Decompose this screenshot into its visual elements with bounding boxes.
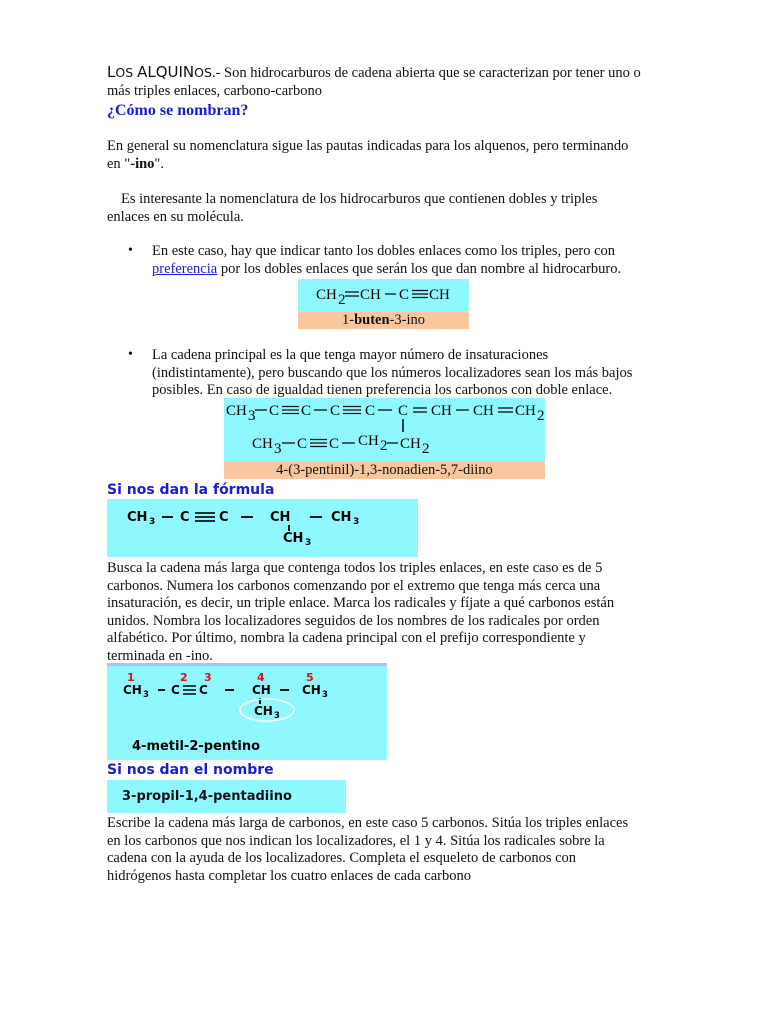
f1-name-pre: 1-	[342, 312, 355, 328]
title-L: L	[107, 63, 116, 81]
formula-1-name	[298, 312, 469, 329]
heading-como-se-nombran: ¿Cómo se nombran?	[107, 102, 249, 119]
formula-2-name: 4-(3-pentinil)-1,3-nonadien-5,7-diino	[224, 462, 545, 479]
formula-4-svg	[107, 663, 387, 760]
bullet1-line-1: En este caso, hay que indicar tanto los dobles enlaces como los triples, pero con	[152, 243, 616, 259]
bullet-dot-2: •	[128, 347, 133, 362]
f4-num-1: 1	[127, 671, 135, 684]
para3-line-1: Busca la cadena más larga que contenga todos los triples enlaces, en este caso es de 5	[107, 560, 603, 576]
f2-ch: CH	[431, 403, 452, 419]
f2-sub2-mid: 2	[380, 438, 388, 454]
f4-num-3: 3	[204, 671, 212, 684]
ino-suffix: -ino	[130, 155, 155, 172]
f2-c4: C	[365, 403, 376, 419]
para3-line-4: unidos. Nombra los localizadores seguidos de los nombres de los radicales por orden	[107, 612, 600, 629]
f1-sub2: 2	[338, 292, 346, 308]
f2-c5: C	[398, 403, 409, 419]
para2-line-2: enlaces en su molécula.	[107, 208, 244, 225]
bullet1-line-2-rest: por los dobles enlaces que serán los que dan nombre al hidrocarburo.	[217, 260, 622, 277]
f2-ch3-bottom: CH	[252, 436, 273, 452]
formula-3-svg	[107, 499, 418, 557]
para3-line-2: carbonos. Numera los carbonos comenzando por el extremo que tenga más cerca una	[107, 577, 601, 594]
f2-sub2-end: 2	[537, 408, 545, 424]
formula-2-svg	[224, 398, 545, 462]
para4-line-1: Escribe la cadena más larga de carbonos, en este caso 5 carbonos. Sitúa los triples enlaces	[107, 815, 629, 831]
f4-sub3-b: 3	[322, 690, 328, 700]
f2-ch-b: CH	[473, 403, 494, 419]
heading-si-nos-dan-nombre: Si nos dan el nombre	[107, 762, 274, 778]
para4-line-3: cadena con la ayuda de los localizadores. Completa el esqueleto de carbonos con	[107, 850, 577, 866]
para1-line-1: En general su nomenclatura sigue las pautas indicadas para los alquenos, pero terminando	[107, 138, 629, 154]
heading-si-nos-dan-formula: Si nos dan la fórmula	[107, 482, 275, 498]
para3-line-3: insaturación, es decir, un triple enlace. Marca los radicales y fíjate a qué carbonos están	[107, 595, 615, 611]
name-box	[107, 780, 346, 813]
formula-3-box	[107, 499, 418, 557]
f3-ch3-branch: CH	[283, 531, 304, 546]
f4-c2: C	[199, 683, 208, 697]
f2-c1: C	[269, 403, 280, 419]
title-OS2: OS	[194, 65, 212, 80]
f1-ch: CH	[360, 287, 381, 303]
formula-1-svg	[298, 279, 469, 312]
para4-line-2: en los carbonos que nos indican los localizadores, el 1 y 4. Sitúa los radicales sobre la	[107, 832, 605, 849]
para1-line-2	[107, 156, 707, 174]
f4-num-4: 4	[257, 671, 265, 684]
name-box-text: 3-propil-1,4-pentadiino	[122, 789, 292, 804]
f4-ch3-b: CH	[302, 683, 321, 697]
formula-2-box	[224, 398, 545, 462]
preferencia-link[interactable]: preferencia	[152, 260, 218, 277]
paragraph-nomenclatura	[107, 138, 707, 173]
para2-line-1: Es interesante la nomenclatura de los hidrocarburos que contienen dobles y triples	[121, 191, 598, 207]
intro-text-1: .- Son hidrocarburos de cadena abierta que se caracterizan por tener uno o	[211, 65, 641, 81]
paragraph-busca-cadena	[107, 560, 727, 665]
f4-sub3-a: 3	[143, 690, 149, 700]
f3-sub3-a: 3	[149, 517, 156, 527]
f2-c6: C	[297, 436, 308, 452]
f3-ch3-b: CH	[331, 510, 352, 525]
intro-paragraph	[107, 64, 707, 100]
bullet2-line-2: (indistintamente), pero buscando que los números localizadores sean los más bajos	[152, 364, 633, 381]
f2-sub2-bottom: 2	[422, 441, 430, 457]
intro-line-1	[107, 64, 707, 83]
f4-num-2: 2	[180, 671, 188, 684]
title-OS: OS	[115, 65, 138, 80]
f2-ch2-mid: CH	[358, 433, 379, 449]
intro-line-2: más triples enlaces, carbono-carbono	[107, 82, 322, 99]
f1-ch2: CH	[316, 287, 337, 303]
bullet-2-text	[152, 347, 732, 400]
para4-line-4: hidrógenos hasta completar los cuatro enlaces de cada carbono	[107, 867, 471, 884]
f2-sub3-top: 3	[248, 408, 256, 424]
f2-c3: C	[330, 403, 341, 419]
title-ALQUIN: ALQUIN	[137, 63, 195, 81]
formula-1-box	[298, 279, 469, 312]
bullet-dot-1: •	[128, 243, 133, 258]
bullet-1-text	[152, 243, 732, 278]
paragraph-interesante	[107, 191, 727, 226]
f4-ch3-branch: CH	[254, 704, 273, 718]
bullet2-line-3: posibles. En caso de igualdad tienen preferencia los carbonos con doble enlace.	[152, 382, 613, 398]
formula-4-top-border	[107, 663, 387, 666]
f3-ch3-a: CH	[127, 510, 148, 525]
f3-sub3-branch: 3	[305, 538, 312, 548]
formula-4-box	[107, 663, 387, 760]
bullet1-line-2	[152, 261, 732, 279]
f1-name-bold: buten	[354, 312, 390, 328]
para1-post: ".	[154, 155, 164, 172]
f1-ch-end: CH	[429, 287, 450, 303]
para3-line-5: alfabético. Por último, nombra la cadena principal con el prefijo correspondiente y	[107, 630, 586, 646]
paragraph-escribe-cadena	[107, 815, 727, 885]
f2-ch2-bottom: CH	[400, 436, 421, 452]
f4-num-5: 5	[306, 671, 314, 684]
f3-c1: C	[180, 510, 190, 525]
f3-c2: C	[219, 510, 229, 525]
f4-c1: C	[171, 683, 180, 697]
bullet2-line-1: La cadena principal es la que tenga mayor número de insaturaciones	[152, 347, 549, 363]
para3-line-6: terminada en -ino.	[107, 647, 213, 664]
f2-ch2-end: CH	[515, 403, 536, 419]
f2-c2: C	[301, 403, 312, 419]
f2-sub3-bottom: 3	[274, 441, 282, 457]
f3-sub3-b: 3	[353, 517, 360, 527]
f3-ch: CH	[270, 510, 291, 525]
f2-ch3-top: CH	[226, 403, 247, 419]
f4-sub3-branch: 3	[274, 711, 280, 721]
f2-c7: C	[329, 436, 340, 452]
para1-pre: en "	[107, 155, 131, 172]
f4-name: 4-metil-2-pentino	[132, 739, 261, 754]
f4-ch: CH	[252, 683, 271, 697]
f1-name-post: -3-ino	[389, 312, 425, 328]
f1-c: C	[399, 287, 410, 303]
f4-ch3-a: CH	[123, 683, 142, 697]
